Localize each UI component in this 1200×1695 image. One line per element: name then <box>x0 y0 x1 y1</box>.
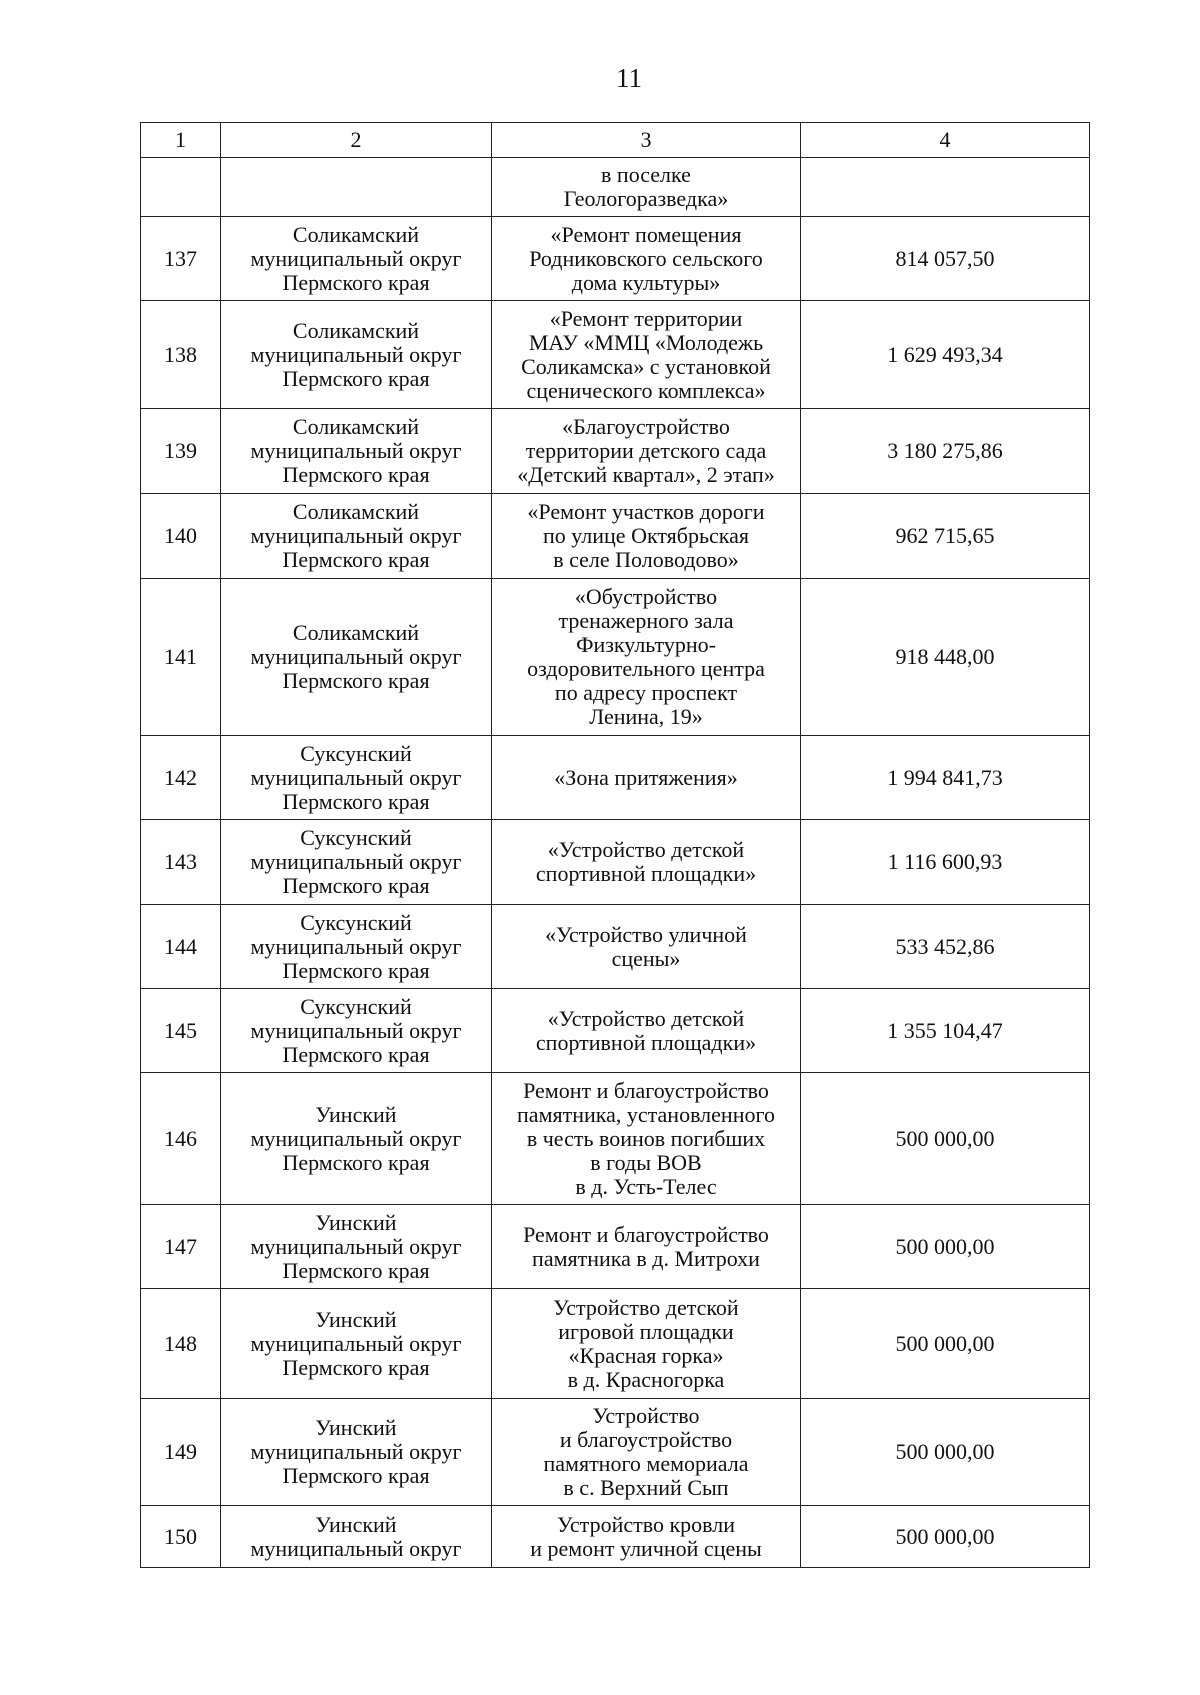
allocation-table <box>140 122 1090 1568</box>
project-cell: «Ремонт помещения Родниковского сельского дома культуры» <box>492 217 801 301</box>
table-row <box>141 989 1090 1073</box>
project-cell: Устройство детской игровой площадки «Красная горка» в д. Красногорка <box>492 1289 801 1399</box>
header-cell: 1 <box>141 123 221 158</box>
row-number: 138 <box>141 301 221 409</box>
amount-cell: 3 180 275,86 <box>801 409 1090 494</box>
amount-cell: 1 629 493,34 <box>801 301 1090 409</box>
row-number: 147 <box>141 1205 221 1289</box>
project-cell: Ремонт и благоустройство памятника, установленного в честь воинов погибших в годы ВОВ в д. Усть-Телес <box>492 1073 801 1205</box>
row-number: 142 <box>141 736 221 820</box>
amount-cell: 533 452,86 <box>801 905 1090 989</box>
municipality-cell: Уинский муниципальный округ Пермского края <box>221 1289 492 1399</box>
table-row <box>141 494 1090 579</box>
amount-cell: 500 000,00 <box>801 1399 1090 1506</box>
table-row <box>141 1506 1090 1568</box>
project-cell: «Устройство детской спортивной площадки» <box>492 989 801 1073</box>
table-row <box>141 1289 1090 1399</box>
amount-cell <box>801 158 1090 217</box>
municipality-cell: Соликамский муниципальный округ Пермского края <box>221 217 492 301</box>
project-cell: «Устройство уличной сцены» <box>492 905 801 989</box>
municipality-cell: Уинский муниципальный округ Пермского края <box>221 1073 492 1205</box>
row-number: 139 <box>141 409 221 494</box>
row-number: 149 <box>141 1399 221 1506</box>
row-number: 150 <box>141 1506 221 1568</box>
project-cell: «Ремонт территории МАУ «ММЦ «Молодежь Соликамска» с установкой сценического комплекса» <box>492 301 801 409</box>
table-row <box>141 1399 1090 1506</box>
project-cell: в поселке Геологоразведка» <box>492 158 801 217</box>
project-cell: «Зона притяжения» <box>492 736 801 820</box>
amount-cell: 500 000,00 <box>801 1289 1090 1399</box>
row-number: 146 <box>141 1073 221 1205</box>
table-row <box>141 736 1090 820</box>
row-number: 140 <box>141 494 221 579</box>
municipality-cell <box>221 158 492 217</box>
municipality-cell: Уинский муниципальный округ Пермского края <box>221 1205 492 1289</box>
municipality-cell: Уинский муниципальный округ Пермского края <box>221 1399 492 1506</box>
amount-cell: 814 057,50 <box>801 217 1090 301</box>
amount-cell: 500 000,00 <box>801 1073 1090 1205</box>
project-cell: Устройство кровли и ремонт уличной сцены <box>492 1506 801 1568</box>
project-cell: «Устройство детской спортивной площадки» <box>492 820 801 905</box>
page-number: 11 <box>616 63 642 93</box>
header-cell: 2 <box>221 123 492 158</box>
table-row <box>141 217 1090 301</box>
project-cell: «Обустройство тренажерного зала Физкультурно- оздоровительного центра по адресу проспект Ленина, 19» <box>492 579 801 736</box>
row-number: 137 <box>141 217 221 301</box>
table-row <box>141 820 1090 905</box>
municipality-cell: Соликамский муниципальный округ Пермского края <box>221 494 492 579</box>
table-row <box>141 1205 1090 1289</box>
row-number: 144 <box>141 905 221 989</box>
table-header-row <box>141 123 1090 158</box>
header-cell: 3 <box>492 123 801 158</box>
table-row <box>141 1073 1090 1205</box>
table-row <box>141 905 1090 989</box>
municipality-cell: Суксунский муниципальный округ Пермского края <box>221 820 492 905</box>
project-cell: Ремонт и благоустройство памятника в д. Митрохи <box>492 1205 801 1289</box>
project-cell: «Ремонт участков дороги по улице Октябрьская в селе Половодово» <box>492 494 801 579</box>
row-number: 143 <box>141 820 221 905</box>
amount-cell: 962 715,65 <box>801 494 1090 579</box>
municipality-cell: Соликамский муниципальный округ Пермского края <box>221 579 492 736</box>
row-number: 148 <box>141 1289 221 1399</box>
table-row <box>141 579 1090 736</box>
municipality-cell: Суксунский муниципальный округ Пермского края <box>221 905 492 989</box>
amount-cell: 500 000,00 <box>801 1506 1090 1568</box>
project-cell: Устройство и благоустройство памятного мемориала в с. Верхний Сып <box>492 1399 801 1506</box>
project-cell: «Благоустройство территории детского сада «Детский квартал», 2 этап» <box>492 409 801 494</box>
row-number <box>141 158 221 217</box>
amount-cell: 1 116 600,93 <box>801 820 1090 905</box>
amount-cell: 1 994 841,73 <box>801 736 1090 820</box>
table-row <box>141 409 1090 494</box>
municipality-cell: Соликамский муниципальный округ Пермского края <box>221 301 492 409</box>
amount-cell: 918 448,00 <box>801 579 1090 736</box>
municipality-cell: Уинский муниципальный округ <box>221 1506 492 1568</box>
table-row <box>141 301 1090 409</box>
municipality-cell: Суксунский муниципальный округ Пермского края <box>221 736 492 820</box>
amount-cell: 500 000,00 <box>801 1205 1090 1289</box>
municipality-cell: Суксунский муниципальный округ Пермского края <box>221 989 492 1073</box>
amount-cell: 1 355 104,47 <box>801 989 1090 1073</box>
row-number: 145 <box>141 989 221 1073</box>
table-row <box>141 158 1090 217</box>
header-cell: 4 <box>801 123 1090 158</box>
municipality-cell: Соликамский муниципальный округ Пермского края <box>221 409 492 494</box>
row-number: 141 <box>141 579 221 736</box>
